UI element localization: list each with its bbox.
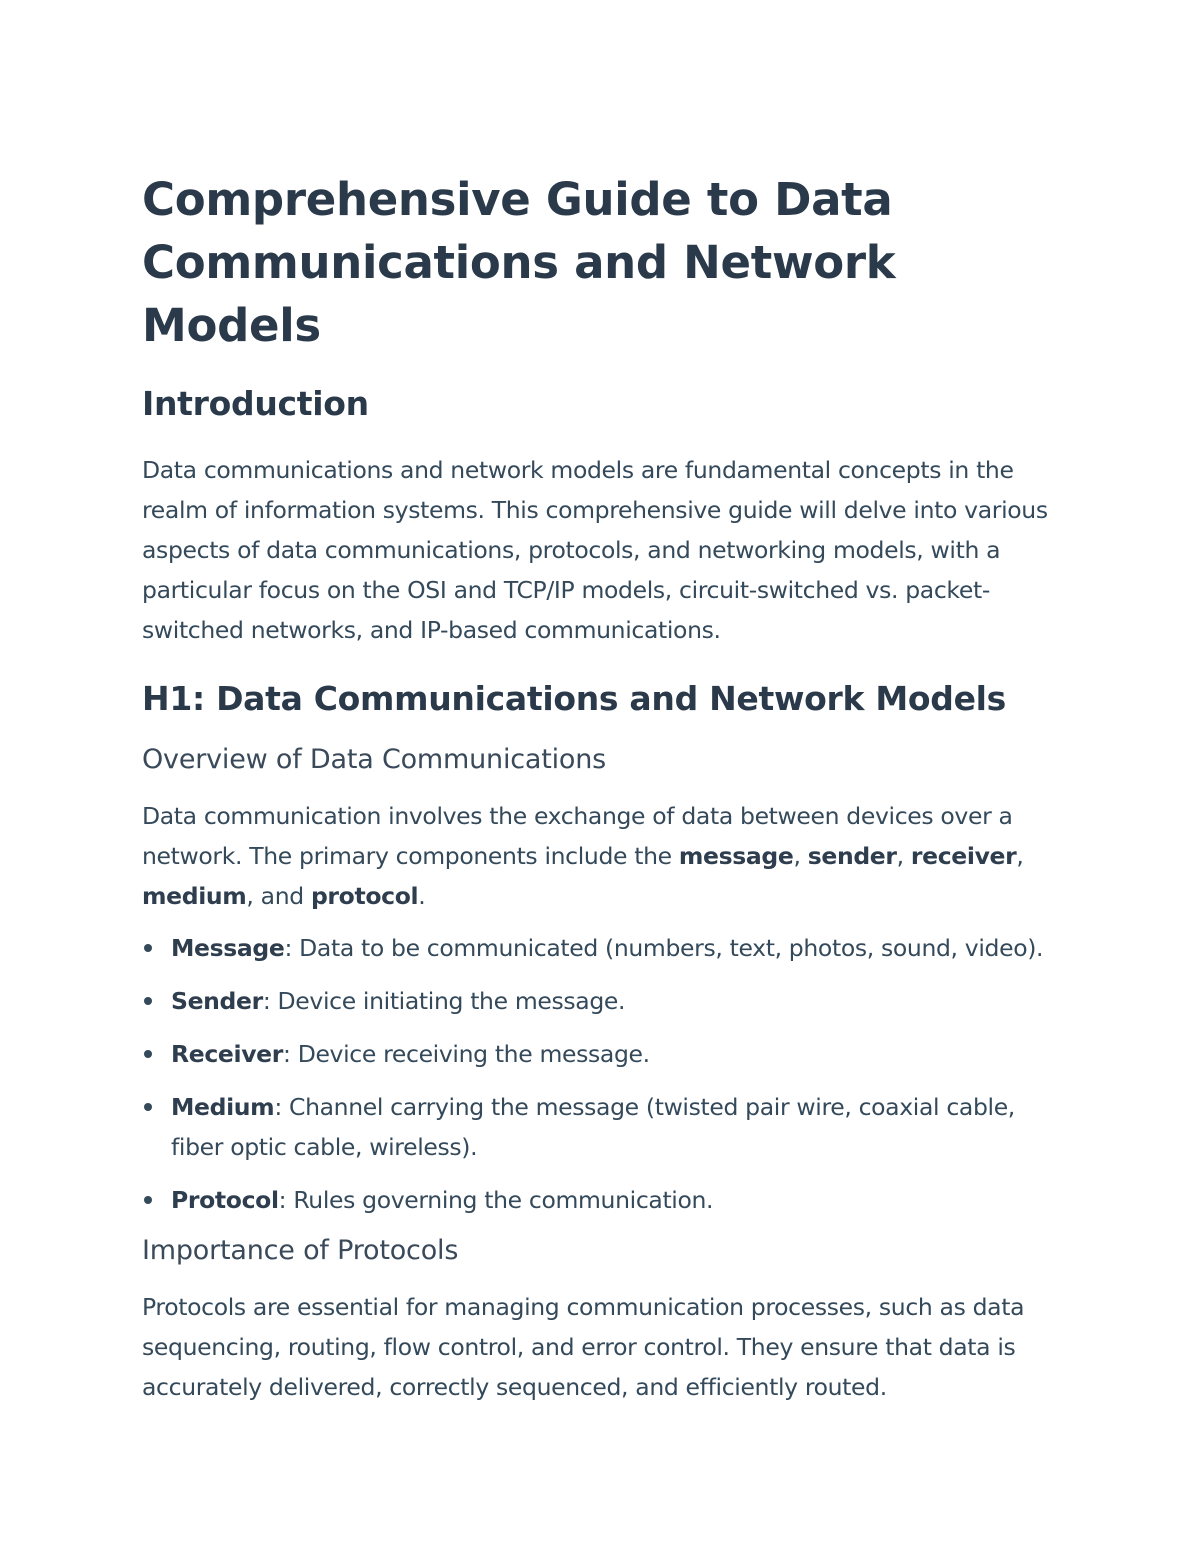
bullet-icon [144, 1103, 152, 1111]
intro-heading: Introduction [142, 384, 369, 423]
list-item-desc: : Device initiating the message. [262, 987, 626, 1015]
document-title: Comprehensive Guide to Data Communications and Network Models [142, 173, 896, 352]
list-item-desc: : Data to be communicated (numbers, text, photos, sound, video). [284, 934, 1044, 962]
term-receiver: receiver [910, 842, 1017, 870]
term-message: message [678, 842, 794, 870]
separator: , [896, 842, 911, 870]
protocols-paragraph: Protocols are essential for managing communication processes, such as data sequencing, routing, flow control, and error control. They ensure that data is accurately delivered, correctly sequenced, and efficiently routed. [142, 1293, 1025, 1401]
list-item [142, 1087, 1072, 1167]
components-list [142, 928, 1072, 1220]
list-item-term: Receiver [171, 1040, 284, 1068]
list-item-term: Sender [171, 987, 263, 1015]
separator: . [418, 882, 426, 910]
bullet-icon [144, 1050, 152, 1058]
term-protocol: protocol [310, 882, 419, 910]
protocols-heading: Importance of Protocols [142, 1235, 459, 1266]
list-item-desc: : Channel carrying the message (twisted pair wire, coaxial cable, fiber optic cable, wireless). [171, 1093, 1015, 1161]
bullet-icon [144, 997, 152, 1005]
section-heading: H1: Data Communications and Network Models [142, 679, 1007, 718]
list-item [142, 1180, 1072, 1220]
overview-paragraph [142, 796, 1072, 916]
list-item-desc: : Rules governing the communication. [278, 1186, 714, 1214]
bullet-icon [144, 944, 152, 952]
list-item-term: Medium [171, 1093, 275, 1121]
separator: , [793, 842, 808, 870]
term-sender: sender [807, 842, 897, 870]
list-item [142, 1034, 1072, 1074]
list-item-term: Protocol [171, 1186, 279, 1214]
bullet-icon [144, 1196, 152, 1204]
separator: , [1016, 842, 1024, 870]
intro-paragraph: Data communications and network models are fundamental concepts in the realm of information systems. This comprehensive guide will delve into various aspects of data communications, protocols, and networking models, with a particular focus on the OSI and TCP/IP models, circuit-switched vs. packet-switched networks, and IP-based communications. [142, 456, 1048, 644]
separator: , and [246, 882, 311, 910]
document-page [142, 168, 1072, 1419]
overview-heading: Overview of Data Communications [142, 744, 607, 775]
list-item [142, 981, 1072, 1021]
list-item-term: Message [171, 934, 285, 962]
list-item [142, 928, 1072, 968]
term-medium: medium [142, 882, 247, 910]
list-item-desc: : Device receiving the message. [283, 1040, 650, 1068]
overview-text: Data communication involves the exchange of data between devices over a network. The primary components include the [142, 802, 1013, 870]
